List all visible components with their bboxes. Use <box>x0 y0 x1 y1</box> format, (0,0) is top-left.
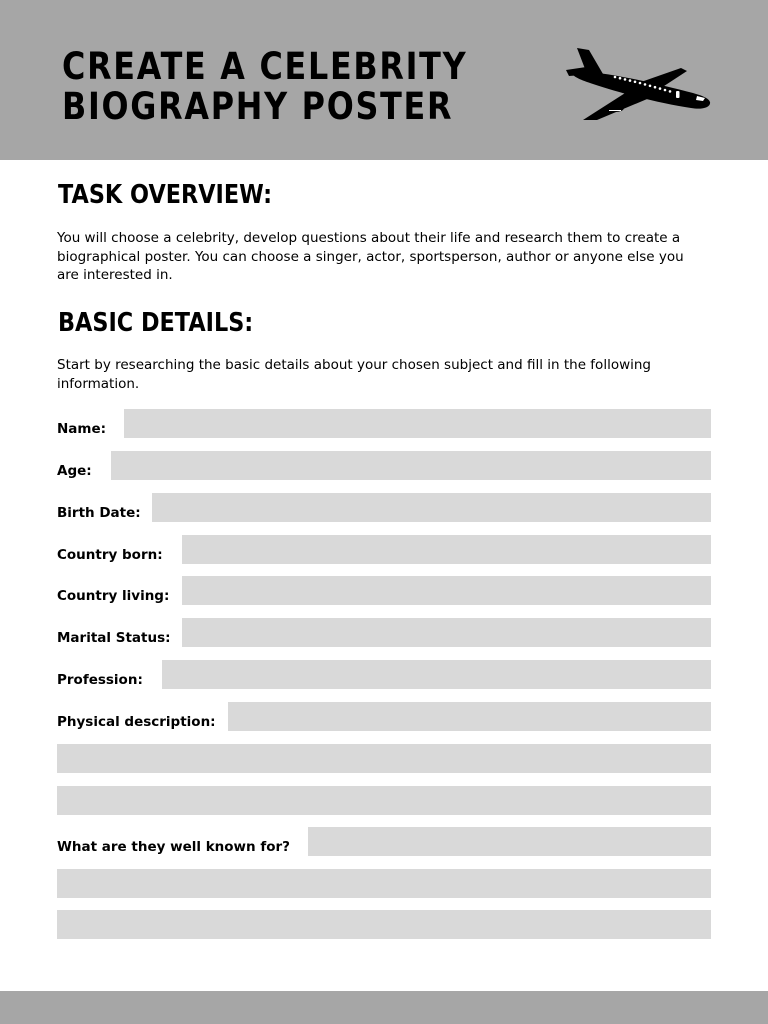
known-for-line-3[interactable] <box>57 910 711 939</box>
physical-description-line-2[interactable] <box>57 744 711 773</box>
marital-status-field[interactable] <box>182 618 711 647</box>
name-row <box>57 409 711 438</box>
basic-details-heading: BASIC DETAILS: <box>58 308 254 338</box>
birth-date-field[interactable] <box>152 493 711 522</box>
title-line-2: BIOGRAPHY POSTER <box>62 85 454 128</box>
profession-row <box>57 660 711 689</box>
age-field[interactable] <box>111 451 711 480</box>
marital-status-row <box>57 618 711 647</box>
title-line-1: CREATE A CELEBRITY <box>62 45 468 88</box>
physical-description-field[interactable] <box>228 702 711 731</box>
age-row <box>57 451 711 480</box>
task-overview-heading: TASK OVERVIEW: <box>58 180 273 210</box>
airplane-icon <box>563 44 713 124</box>
country-born-row <box>57 535 711 564</box>
profession-field[interactable] <box>162 660 711 689</box>
known-for-line-2[interactable] <box>57 869 711 898</box>
physical-description-row <box>57 702 711 731</box>
country-born-label: Country born: <box>57 547 163 563</box>
physical-description-label: Physical description: <box>57 714 216 730</box>
country-living-label: Country living: <box>57 588 170 604</box>
age-label: Age: <box>57 463 92 479</box>
basic-details-intro: Start by researching the basic details about your chosen subject and fill in the following information. <box>57 357 651 392</box>
marital-status-label: Marital Status: <box>57 630 171 646</box>
country-living-field[interactable] <box>182 576 711 605</box>
birth-date-row <box>57 493 711 522</box>
profession-label: Profession: <box>57 672 143 688</box>
header-banner <box>0 0 768 160</box>
country-living-row <box>57 576 711 605</box>
name-field[interactable] <box>124 409 711 438</box>
name-label: Name: <box>57 421 107 437</box>
page-title <box>62 47 467 127</box>
known-for-row <box>57 827 711 856</box>
task-overview-text: You will choose a celebrity, develop questions about their life and research them to create a biographical poster. You can choose a singer, actor, sportsperson, author or anyone else you are interested in. <box>57 230 684 283</box>
known-for-label: What are they well known for? <box>57 839 290 855</box>
birth-date-label: Birth Date: <box>57 505 141 521</box>
physical-description-line-3[interactable] <box>57 786 711 815</box>
footer-band <box>0 991 768 1024</box>
country-born-field[interactable] <box>182 535 711 564</box>
known-for-field[interactable] <box>308 827 711 856</box>
